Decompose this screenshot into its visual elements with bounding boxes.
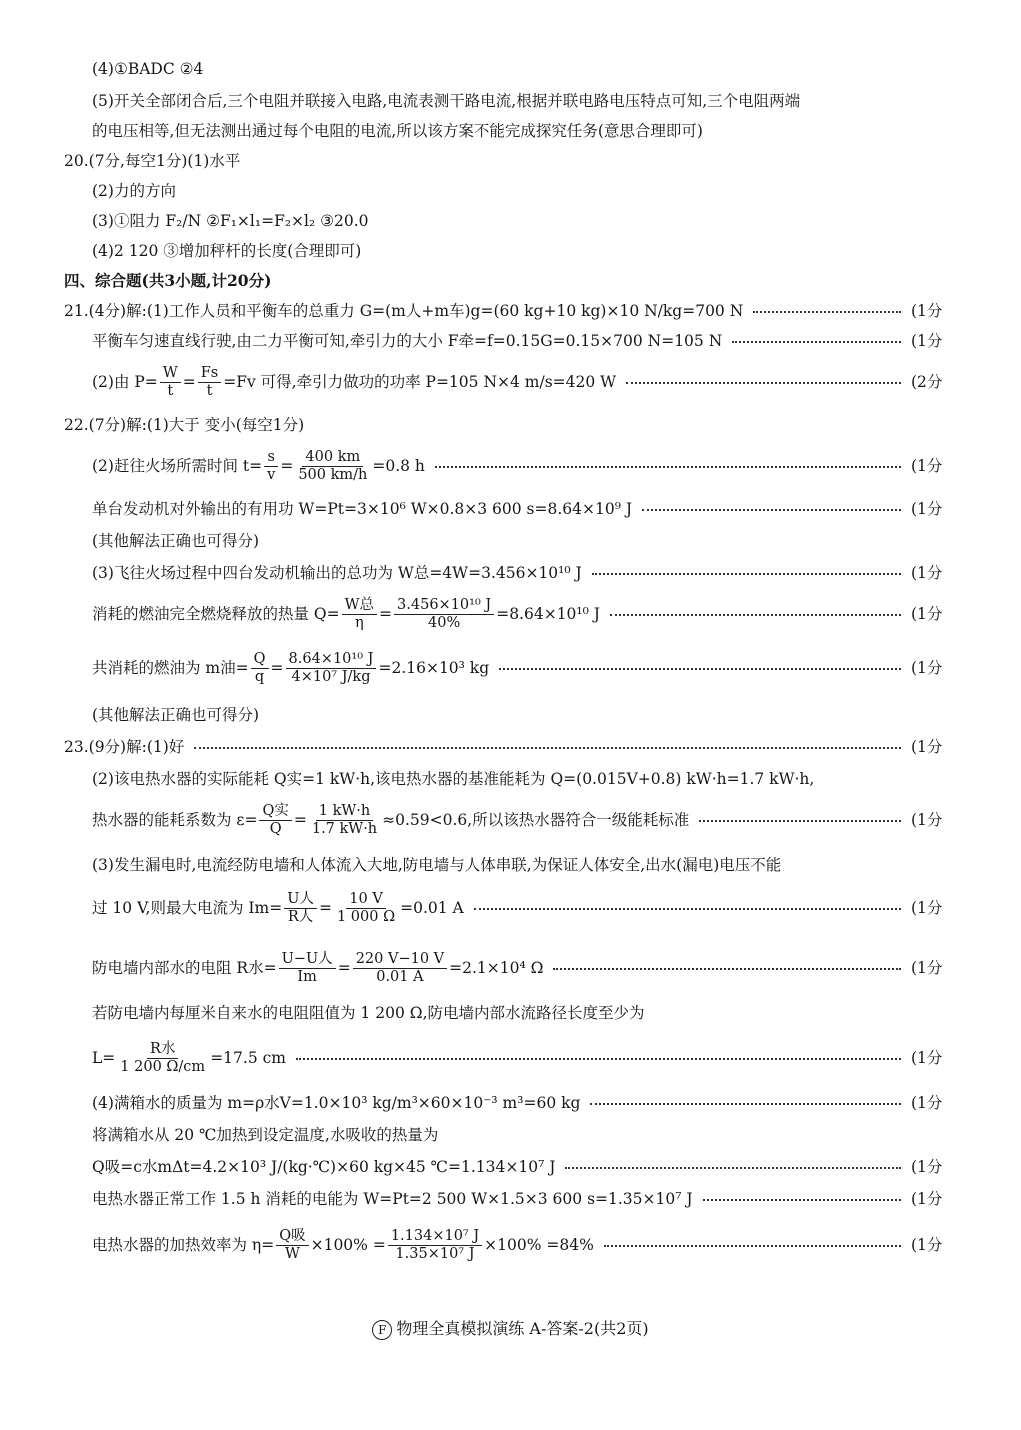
- fraction-work-over-efficiency: $\frac{\text{3.456×10¹⁰ J}}{40\%}$: [394, 597, 494, 632]
- answer-22-3-line1: (3)飞往火场过程中四台发动机输出的总功为 W总=4W=3.456×10¹⁰ J (1分: [92, 564, 943, 582]
- answer-21-line2: 平衡车匀速直线行驶,由二力平衡可知,牵引力的大小 F牵=f=0.15G=0.15×700 N=105 N (1分: [92, 332, 943, 350]
- fraction-heat-over-value: $\frac{\text{8.64×10¹⁰ J}}{\text{4×10⁷ J/kg}}$: [286, 651, 377, 686]
- answer-20-1: 20.(7分,每空1分)(1)水平: [64, 152, 241, 170]
- answer-23-3-line3: 防电墙内部水的电阻 R水= $\frac{\text{U−U人}}{Im}$ = $\frac{220 V-10 V}{0.01 A}$ =2.1×10⁴ Ω (1分: [92, 950, 943, 985]
- answer-22-note2: (其他解法正确也可得分): [92, 706, 260, 724]
- section-heading: 四、综合题(共3小题,计20分): [64, 271, 272, 290]
- fraction-efficiency-values: $\frac{\text{1.134×10⁷ J}}{\text{1.35×10⁷ J}}$: [388, 1228, 482, 1263]
- fraction-fs-over-t: $\frac{Fs}{t}$: [198, 365, 222, 400]
- answer-23-3-line2: 过 10 V,则最大电流为 Im= $\frac{\text{U人}}{\text{R人}}$ = $\frac{10 V}{1 000 \Omega}$ =0.01 A (1分: [92, 890, 943, 925]
- answer-23-4-line5: 电热水器的加热效率为 η= $\frac{\text{Q吸}}{W}$ ×100% = $\frac{\text{1.134×10⁷ J}}{\text{1.35×10⁷ J}}$ ×100% =84% (1分: [92, 1227, 943, 1262]
- fraction-w-over-t: $\frac{W}{t}$: [160, 365, 181, 400]
- fraction-voltage-over-resistance: $\frac{10 V}{1 000 \Omega}$: [336, 890, 396, 925]
- answer-19-5-line2: 的电压相等,但无法测出通过每个电阻的电流,所以该方案不能完成探究任务(意思合理即可): [92, 122, 703, 140]
- fraction-qreal-over-q: $\frac{\text{Q实}}{Q}$: [259, 803, 291, 838]
- answer-23-3-line1: (3)发生漏电时,电流经防电墙和人体流入大地,防电墙与人体串联,为保证人体安全,出水(漏电)电压不能: [92, 856, 782, 874]
- answer-22-note1: (其他解法正确也可得分): [92, 532, 260, 550]
- answer-23-4-line4: 电热水器正常工作 1.5 h 消耗的电能为 W=Pt=2 500 W×1.5×3 600 s=1.35×10⁷ J (1分: [92, 1190, 943, 1208]
- answer-19-4: (4)①BADC ②4: [92, 60, 204, 78]
- answer-23-2-line2: 热水器的能耗系数为 ε= $\frac{\text{Q实}}{Q}$ = $\frac{1 kW\cdot h}{1.7 kW\cdot h}$ ≈0.59<0.6,所以该热水器符合一级能耗标准 (1分: [92, 802, 943, 837]
- answer-21-line1: 21.(4分)解:(1)工作人员和平衡车的总重力 G=(m人+m车)g=(60 kg+10 kg)×10 N/kg=700 N (1分: [64, 302, 943, 320]
- answer-23-4-line1: (4)满箱水的质量为 m=ρ水V=1.0×10³ kg/m³×60×10⁻³ m³=60 kg (1分: [92, 1094, 943, 1112]
- footer-text: 物理全真模拟演练 A-答案-2(共2页): [396, 1319, 649, 1338]
- answer-23-3-line5: L= $\frac{\text{R水}}{1 200 \Omega/cm}$ =17.5 cm (1分: [92, 1040, 943, 1075]
- answer-20-3: (3)①阻力 F₂/N ②F₁×l₁=F₂×l₂ ③20.0: [92, 212, 369, 230]
- fraction-length: $\frac{\text{R水}}{1 200 \Omega/cm}$: [120, 1040, 206, 1075]
- fraction-resistance-values: $\frac{220 V-10 V}{0.01 A}$: [353, 951, 447, 986]
- answer-23-4-line2: 将满箱水从 20 ℃加热到设定温度,水吸收的热量为: [92, 1126, 439, 1144]
- fraction-wtotal-over-eta: $\frac{\text{W总}}{\eta}$: [342, 597, 377, 632]
- fraction-s-over-v: $\frac{s}{v}$: [264, 449, 278, 484]
- answer-23-2-line1: (2)该电热水器的实际能耗 Q实=1 kW·h,该电热水器的基准能耗为 Q=(0.015V+0.8) kW·h=1.7 kW·h,: [92, 770, 815, 788]
- answer-21-line3: (2)由 P= $\frac{W}{t}$ = $\frac{Fs}{t}$ =Fv 可得,牵引力做功的功率 P=105 N×4 m/s=420 W (2分: [92, 364, 943, 399]
- answer-23-1: 23.(9分)解:(1)好 (1分: [64, 738, 943, 756]
- answer-23-4-line3: Q吸=c水mΔt=4.2×10³ J/(kg·℃)×60 kg×45 ℃=1.134×10⁷ J (1分: [92, 1158, 943, 1176]
- fraction-qabsorbed-over-w: $\frac{\text{Q吸}}{W}$: [276, 1228, 308, 1263]
- answer-22-2-line2: 单台发动机对外输出的有用功 W=Pt=3×10⁶ W×0.8×3 600 s=8.64×10⁹ J (1分: [92, 500, 943, 518]
- answer-20-2: (2)力的方向: [92, 182, 176, 200]
- circled-f-badge: F: [372, 1320, 392, 1340]
- answer-19-5-line1: (5)开关全部闭合后,三个电阻并联接入电路,电流表测干路电流,根据并联电路电压特点可知,三个电阻两端: [92, 92, 801, 110]
- fraction-energy-ratio: $\frac{1 kW\cdot h}{1.7 kW\cdot h}$: [311, 802, 378, 837]
- page-footer: [0, 1316, 1021, 1340]
- answer-20-4: (4)2 120 ③增加秤杆的长度(合理即可): [92, 242, 362, 260]
- answer-22-1: 22.(7分)解:(1)大于 变小(每空1分): [64, 416, 305, 434]
- fraction-u-over-r: $\frac{\text{U人}}{\text{R人}}$: [284, 891, 317, 926]
- answer-22-3-line3: 共消耗的燃油为 m油= $\frac{Q}{q}$ = $\frac{\text{8.64×10¹⁰ J}}{\text{4×10⁷ J/kg}}$ =2.16×10³ kg (1分: [92, 650, 943, 685]
- answer-23-3-line4: 若防电墙内每厘米自来水的电阻阻值为 1 200 Ω,防电墙内部水流路径长度至少为: [92, 1004, 645, 1022]
- answer-22-2-line1: (2)赶往火场所需时间 t= $\frac{s}{v}$ = $\frac{400 km}{500 km/h}$ =0.8 h (1分: [92, 448, 943, 483]
- answer-22-3-line2: 消耗的燃油完全燃烧释放的热量 Q= $\frac{\text{W总}}{\eta}$ = $\frac{\text{3.456×10¹⁰ J}}{40\%}$ =8.64×10¹⁰ J (1分: [92, 596, 943, 631]
- fraction-resistance-formula: $\frac{\text{U−U人}}{Im}$: [279, 951, 336, 986]
- fraction-distance-over-speed: $\frac{400 km}{500 km/h}$: [298, 448, 368, 483]
- fraction-q-over-q: $\frac{Q}{q}$: [251, 651, 269, 686]
